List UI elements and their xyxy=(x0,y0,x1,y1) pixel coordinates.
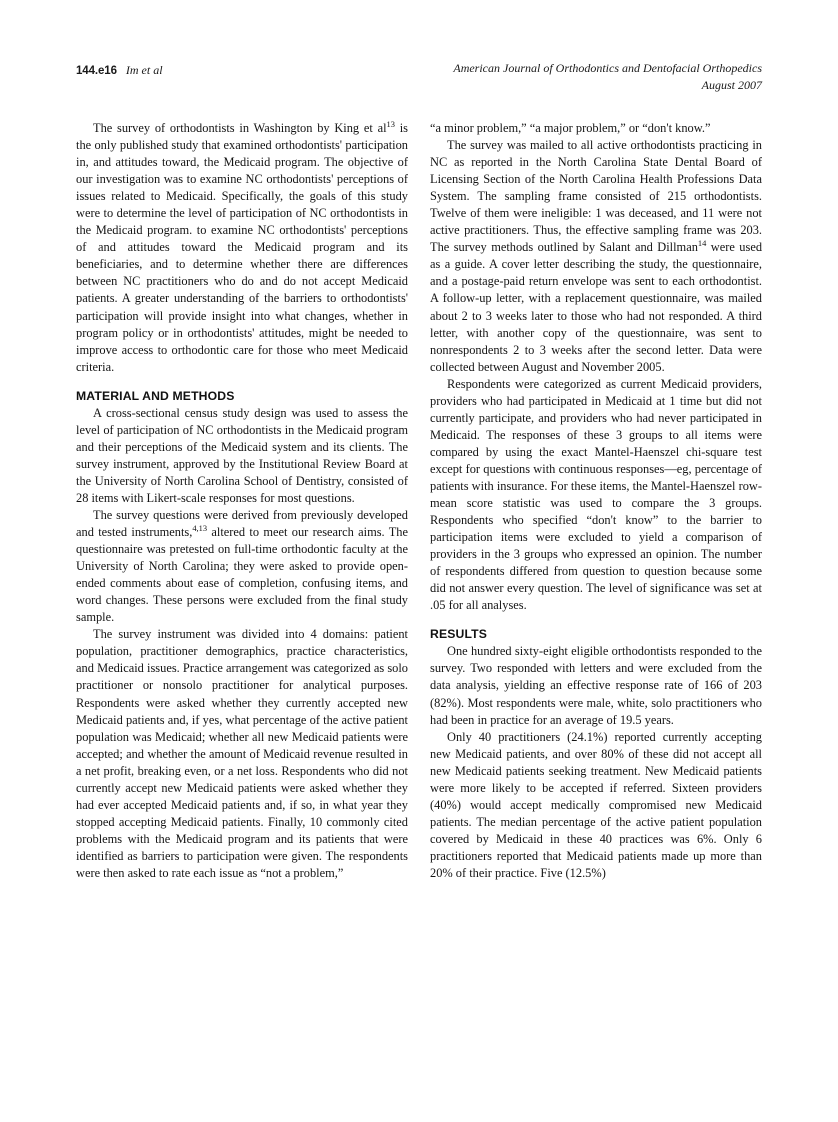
heading-material-and-methods: MATERIAL AND METHODS xyxy=(76,388,235,403)
paragraph-statistical-analysis: Respondents were categorized as current Medicaid providers, providers who had participated in Medicaid at 1 time but did not currently participate, and providers who had never participated in Medicaid. The responses of these 3 groups to all items were compared by using the exact Mantel-Haenszel chi-square test except for questions with continuous responses—eg, percentage of patients with insurance. For these items, the Mantel-Haenszel row-mean score statistic was used to compare the 3 groups. Respondents who specified “don't know” to the barrier to participation items were excluded to yield a comparison of providers in the 3 groups who expressed an opinion. The number of respondents differed from question to question because some did not answer every question. The level of significance was set at .05 for all analyses. xyxy=(430,376,762,613)
paragraph-text: is the only published study that examined orthodontists' participation in, and attitudes toward, the Medicaid program. The objective of our investigation was to examine NC orthodontists' perceptions of issues related to Medicaid. Specifically, the goals of this study were to determine the level of participation of NC orthodontists in the Medicaid program. to examine NC orthodontists' perceptions of and attitudes toward the Medicaid program and its beneficiaries, and to determine whether there are differences between NC practitioners who do and do not accept Medicaid patients. A greater understanding of the barriers to orthodontists' participation will provide insight into what changes, whether in program policy or in orthodontists' attitudes, might be needed to improve access to orthodontic care for those who meet Medicaid criteria. xyxy=(76,121,408,374)
paragraph-intro-continued xyxy=(76,120,408,376)
body-columns xyxy=(76,120,762,882)
citation-marker: 13 xyxy=(386,118,395,129)
paragraph-text: The survey questions were derived from previously developed and tested instruments, xyxy=(76,507,408,540)
paragraph-text: The survey of orthodontists in Washington by King et al xyxy=(93,121,387,135)
page-folio: 144.e16 xyxy=(76,65,117,77)
citation-marker: 14 xyxy=(697,238,707,249)
paragraph-rating-options: “a minor problem,” “a major problem,” or “don't know.” xyxy=(430,121,711,135)
paragraph-survey-domains: The survey instrument was divided into 4 domains: patient population, practitioner demographics, practice characteristics, and Medicaid issues. Practice arrangement was categorized as solo practitioner or nonsolo practitioner for analytical purposes. Respondents were asked whether they currently accepted new Medicaid patients and, if yes, what percentage of the active patient population was Medicaid; whether all new Medicaid patients were accepted; and whether the amount of Medicaid revenue resulted in a net profit, breaking even, or a net loss. Respondents who did not currently accept new Medicaid patients were asked whether they had ever accepted Medicaid patients and, if so, in what year they stopped accepting Medicaid patients. Finally, 10 commonly cited problems with the Medicaid program and its patients that were identified as barriers to participation were given. The respondents were then asked to rate each issue as “not a problem,” xyxy=(76,627,408,880)
paragraph-survey-questions xyxy=(76,507,408,626)
issue-date: August 2007 xyxy=(701,78,762,93)
running-head-authors: Im et al xyxy=(125,63,163,77)
paragraph-text: The survey was mailed to all active orthodontists practicing in NC as reported in the North Carolina State Dental Board of Licensing Section of the North Carolina Health Professions Data System. The sampling frame consisted of 215 orthodontists. Twelve of them were ineligible: 1 was deceased, and 11 were not active practitioners. Thus, the effective sampling frame was 203. The survey methods outlined by Salant and Dillman xyxy=(430,138,762,255)
paragraph-text: altered to meet our research aims. The questionnaire was pretested on full-time orthodontic faculty at the University of North Carolina; they were asked to provide open-ended comments about ease of completion, confusing items, and word changes. These persons were excluded from the final study sample. xyxy=(76,525,409,625)
running-head-right xyxy=(453,60,762,95)
right-column xyxy=(430,120,762,882)
left-column xyxy=(76,120,408,882)
paragraph-medicaid-acceptance: Only 40 practitioners (24.1%) reported currently accepting new Medicaid patients, and over 80% of these did not accept all new Medicaid patients seeking treatment. New Medicaid patients were more likely to be accepted if referred. Sixteen providers (40%) would accept medically compromised new Medicaid patients. The median percentage of the active patient population covered by Medicaid in these 40 practices was 6%. Only 6 practitioners reported that Medicaid patients made up more than 20% of their practice. Five (12.5%) xyxy=(430,729,762,880)
paragraph-sampling-frame xyxy=(430,137,762,376)
paragraph-response-rate: One hundred sixty-eight eligible orthodontists responded to the survey. Two responded with letters and were excluded from the data analysis, yielding an effective response rate of 166 of 203 (82%). Most respondents were male, white, solo practitioners who had been in practice for an average of 19.5 years. xyxy=(430,644,762,727)
paragraph-study-design: A cross-sectional census study design was used to assess the level of participation of NC orthodontists in the Medicaid program and their perceptions of the Medicaid system and its clients. The survey instrument, approved by the Institutional Review Board at the University of North Carolina School of Dentistry, consisted of 28 items with Likert-scale responses for most questions. xyxy=(76,405,408,505)
paragraph-text: were used as a guide. A cover letter describing the study, the questionnaire, and a postage-paid return envelope was sent to each orthodontist. A follow-up letter, with a replacement questionnaire, was mailed about 2 to 3 weeks later to those who had not responded. A third letter, with another copy of the questionnaire, was sent to nonrespondents 2 to 3 weeks after the second letter. Data were collected between August and November 2005. xyxy=(430,240,763,374)
heading-results: RESULTS xyxy=(430,627,488,642)
running-head xyxy=(76,60,762,95)
journal-title: American Journal of Orthodontics and Dentofacial Orthopedics xyxy=(453,61,762,75)
citation-marker: 4,13 xyxy=(192,522,208,533)
running-head-left xyxy=(76,60,163,80)
